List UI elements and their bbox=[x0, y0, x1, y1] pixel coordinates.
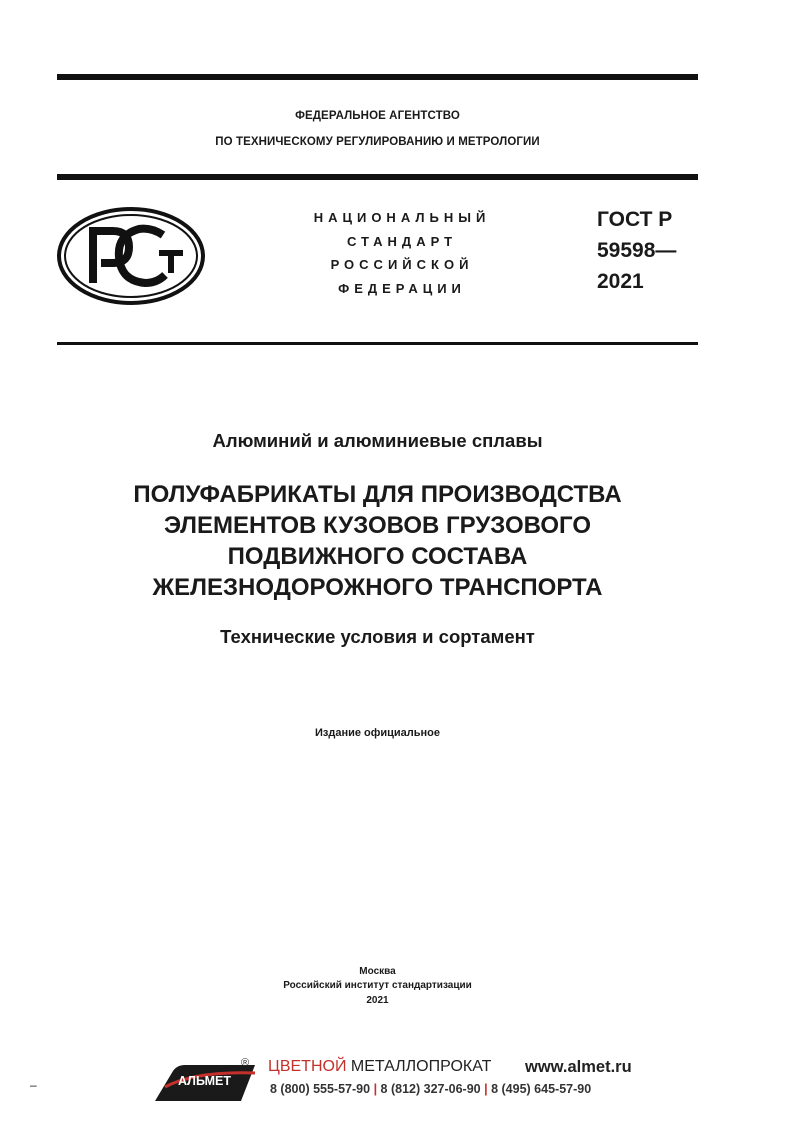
phone-number[interactable]: 8 (800) 555-57-90 bbox=[270, 1082, 371, 1096]
imprint-publisher: Российский институт стандартизации bbox=[283, 980, 472, 991]
main-title bbox=[57, 479, 698, 603]
gost-line: 59598— bbox=[597, 239, 677, 262]
headline-colored: ЦВЕТНОЙ bbox=[268, 1058, 347, 1075]
agency-line-1: ФЕДЕРАЛЬНОЕ АГЕНТСТВО bbox=[295, 110, 460, 122]
agency-bottom-rule bbox=[57, 174, 698, 180]
page-marker: – bbox=[30, 1078, 37, 1092]
title-line: ПОЛУФАБРИКАТЫ ДЛЯ ПРОИЗВОДСТВА bbox=[133, 481, 622, 508]
national-line: ФЕДЕРАЦИИ bbox=[338, 280, 466, 296]
title-line: ЭЛЕМЕНТОВ КУЗОВОВ ГРУЗОВОГО bbox=[163, 512, 591, 539]
phone-number[interactable]: 8 (812) 327-06-90 bbox=[380, 1082, 481, 1096]
phone-separator: | bbox=[373, 1082, 381, 1096]
header-bottom-rule bbox=[57, 342, 698, 345]
headline-rest: МЕТАЛЛОПРОКАТ bbox=[350, 1058, 492, 1075]
almet-brand: АЛЬМЕТ bbox=[178, 1074, 232, 1088]
imprint-city: Москва bbox=[359, 966, 396, 977]
national-standard bbox=[270, 206, 534, 300]
almet-banner[interactable] bbox=[150, 1055, 650, 1105]
title-line: ПОДВИЖНОГО СОСТАВА bbox=[227, 543, 528, 570]
title-line: ЖЕЛЕЗНОДОРОЖНОГО ТРАНСПОРТА bbox=[152, 574, 603, 601]
conditions-title: Технические условия и сортамент bbox=[220, 626, 535, 647]
rst-logo bbox=[55, 205, 207, 307]
top-rule bbox=[57, 74, 698, 80]
phone-list bbox=[270, 1082, 591, 1096]
national-line: НАЦИОНАЛЬНЫЙ bbox=[313, 210, 491, 225]
gost-line: ГОСТ Р bbox=[597, 208, 673, 231]
phone-number[interactable]: 8 (495) 645-57-90 bbox=[491, 1082, 592, 1096]
edition-label: Издание официальное bbox=[314, 727, 441, 739]
agency-line-2: ПО ТЕХНИЧЕСКОМУ РЕГУЛИРОВАНИЮ И МЕТРОЛОГИИ bbox=[215, 136, 540, 148]
imprint-year: 2021 bbox=[366, 995, 389, 1006]
website-link[interactable]: www.almet.ru bbox=[525, 1058, 632, 1076]
national-line: РОССИЙСКОЙ bbox=[330, 257, 474, 272]
gost-number bbox=[597, 204, 676, 297]
rst-logo-icon bbox=[55, 205, 207, 307]
national-line: СТАНДАРТ bbox=[346, 233, 458, 249]
registered-mark: ® bbox=[241, 1057, 250, 1069]
banner-headline bbox=[268, 1058, 491, 1076]
gost-line: 2021 bbox=[597, 270, 644, 293]
subtitle: Алюминий и алюминиевые сплавы bbox=[212, 430, 543, 451]
phone-separator: | bbox=[484, 1082, 492, 1096]
